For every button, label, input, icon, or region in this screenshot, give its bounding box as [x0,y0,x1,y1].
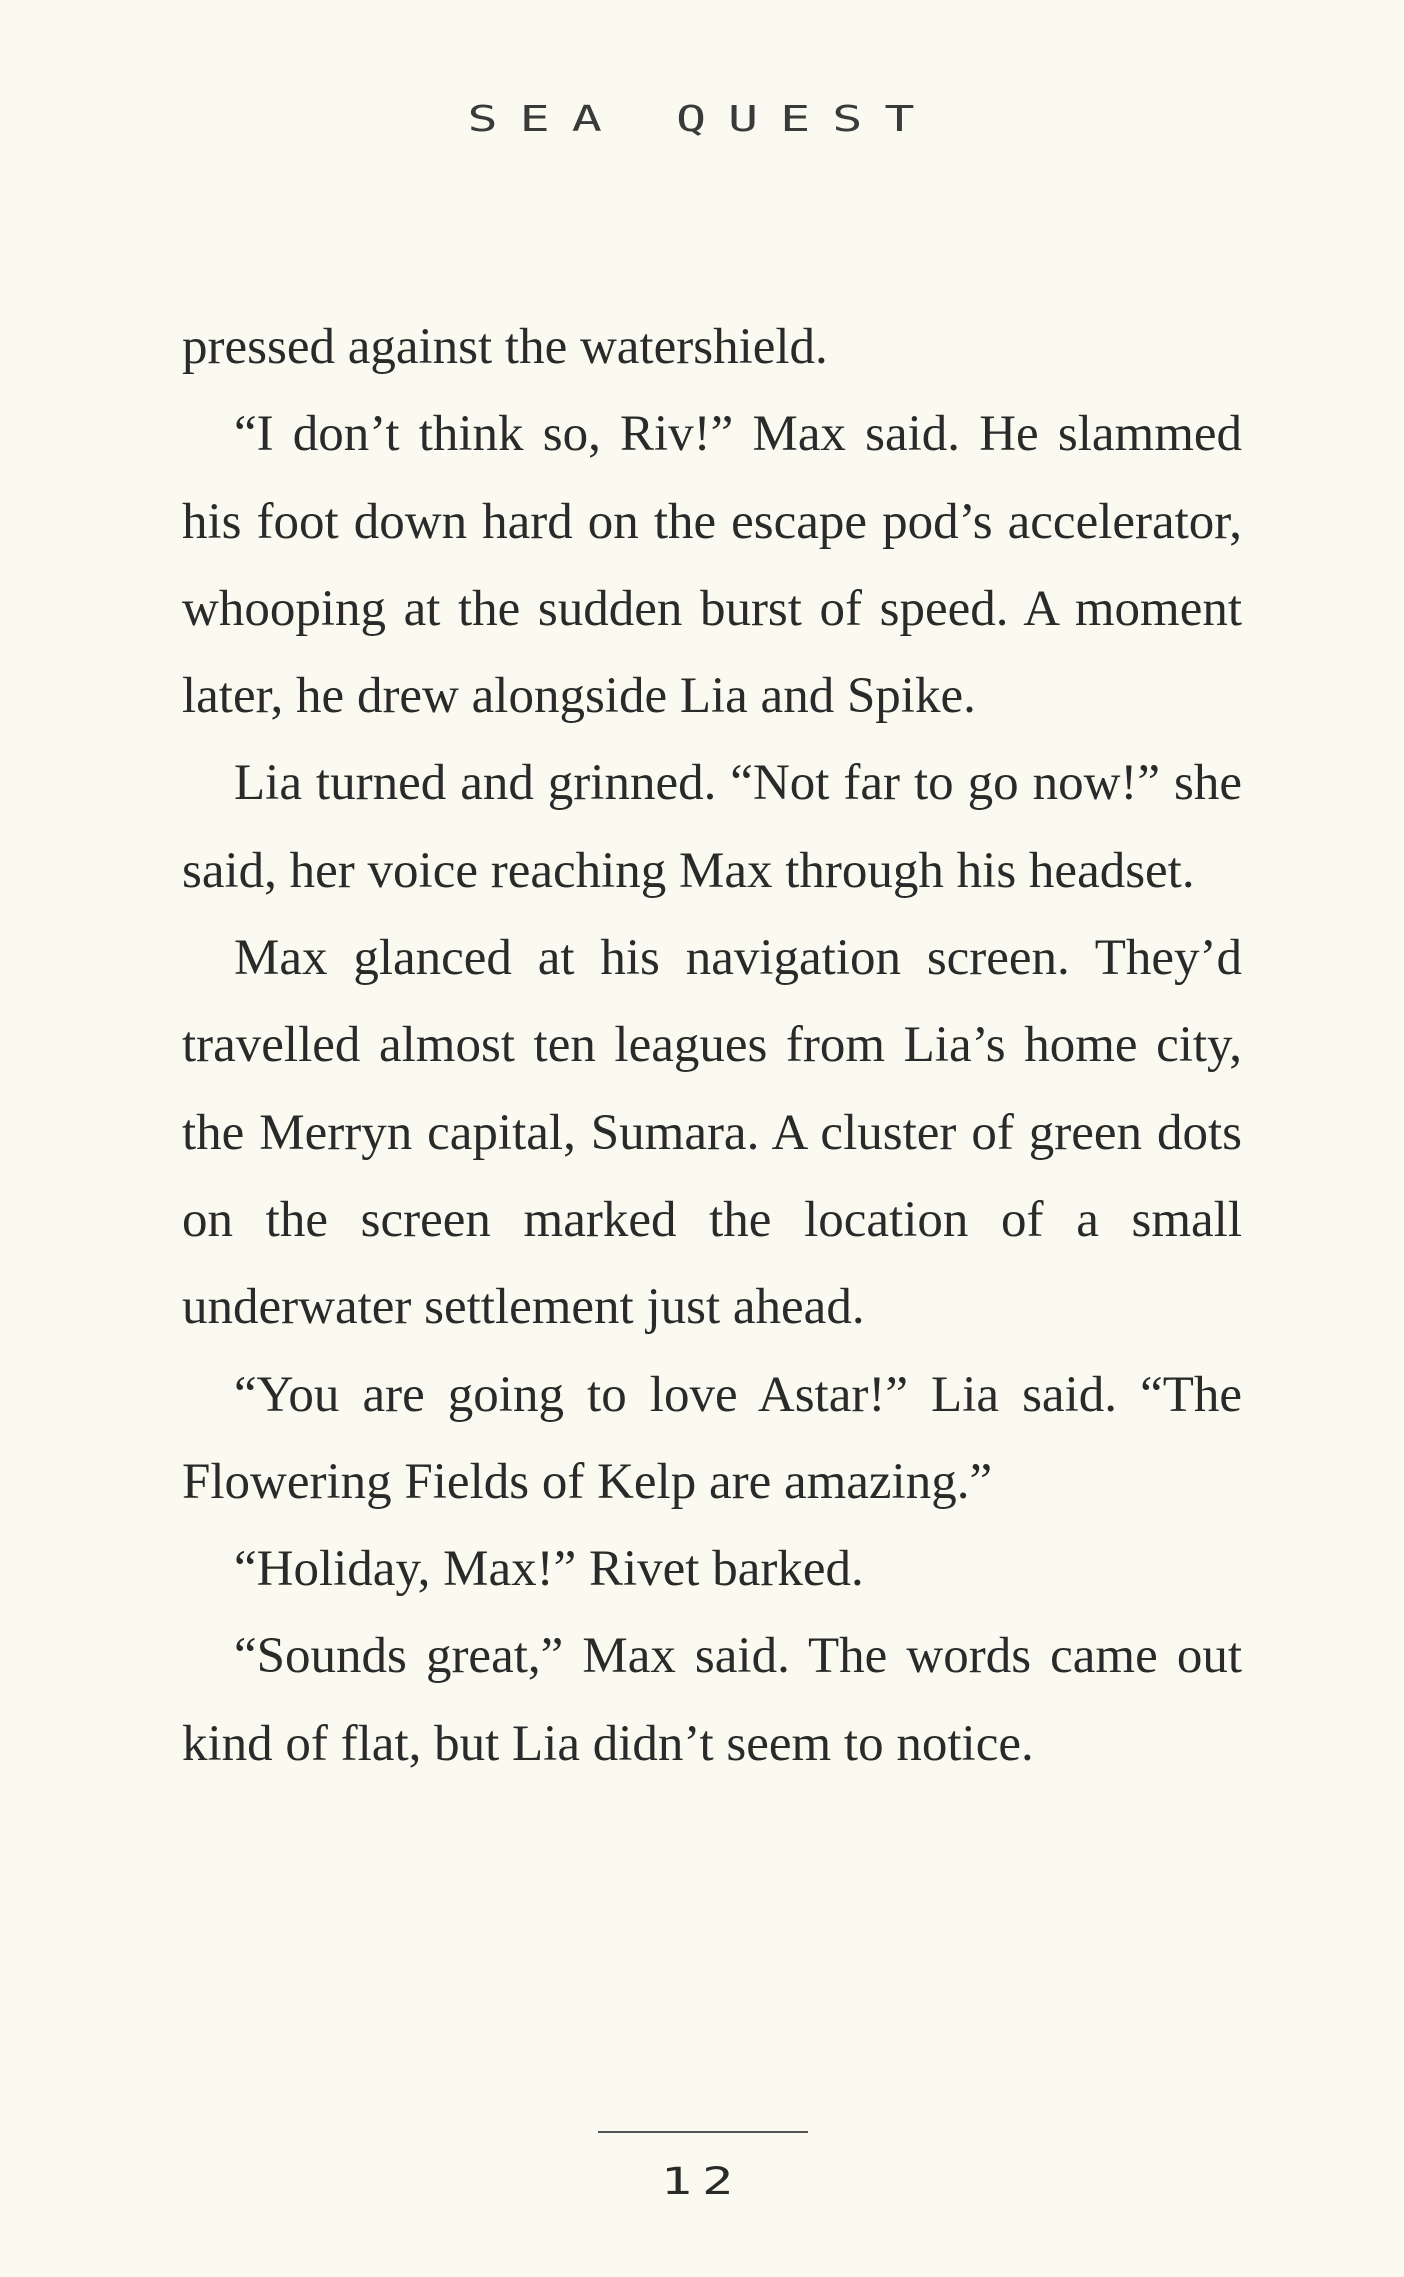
running-header-title: SEA QUEST [467,98,937,140]
folio-rule [598,2131,808,2133]
paragraph: “I don’t think so, Riv!” Max said. He slammed his foot down hard on the escape pod’s accelerator, whooping at the sudden burst of speed. A moment later, he drew alongside Lia and Spike. [182,406,1242,725]
paragraph: Lia turned and grinned. “Not far to go now!” she said, her voice reaching Max through his headset. [182,755,1242,899]
paragraph: “Sounds great,” Max said. The words came out kind of flat, but Lia didn’t seem to notice. [182,1628,1242,1772]
page-number: 12 [660,2160,744,2204]
paragraph: “Holiday, Max!” Rivet barked. [234,1541,864,1598]
body-text [182,304,1242,1788]
paragraph: “You are going to love Astar!” Lia said. “The Flowering Fields of Kelp are amazing.” [182,1366,1242,1510]
paragraph: Max glanced at his navigation screen. They’d travelled almost ten leagues from Lia’s home city, the Merryn capital, Sumara. A cluster of green dots on the screen marked the location of a small underwater settlement just ahead. [182,930,1242,1336]
paragraph-continued: pressed against the watershield. [182,319,828,375]
